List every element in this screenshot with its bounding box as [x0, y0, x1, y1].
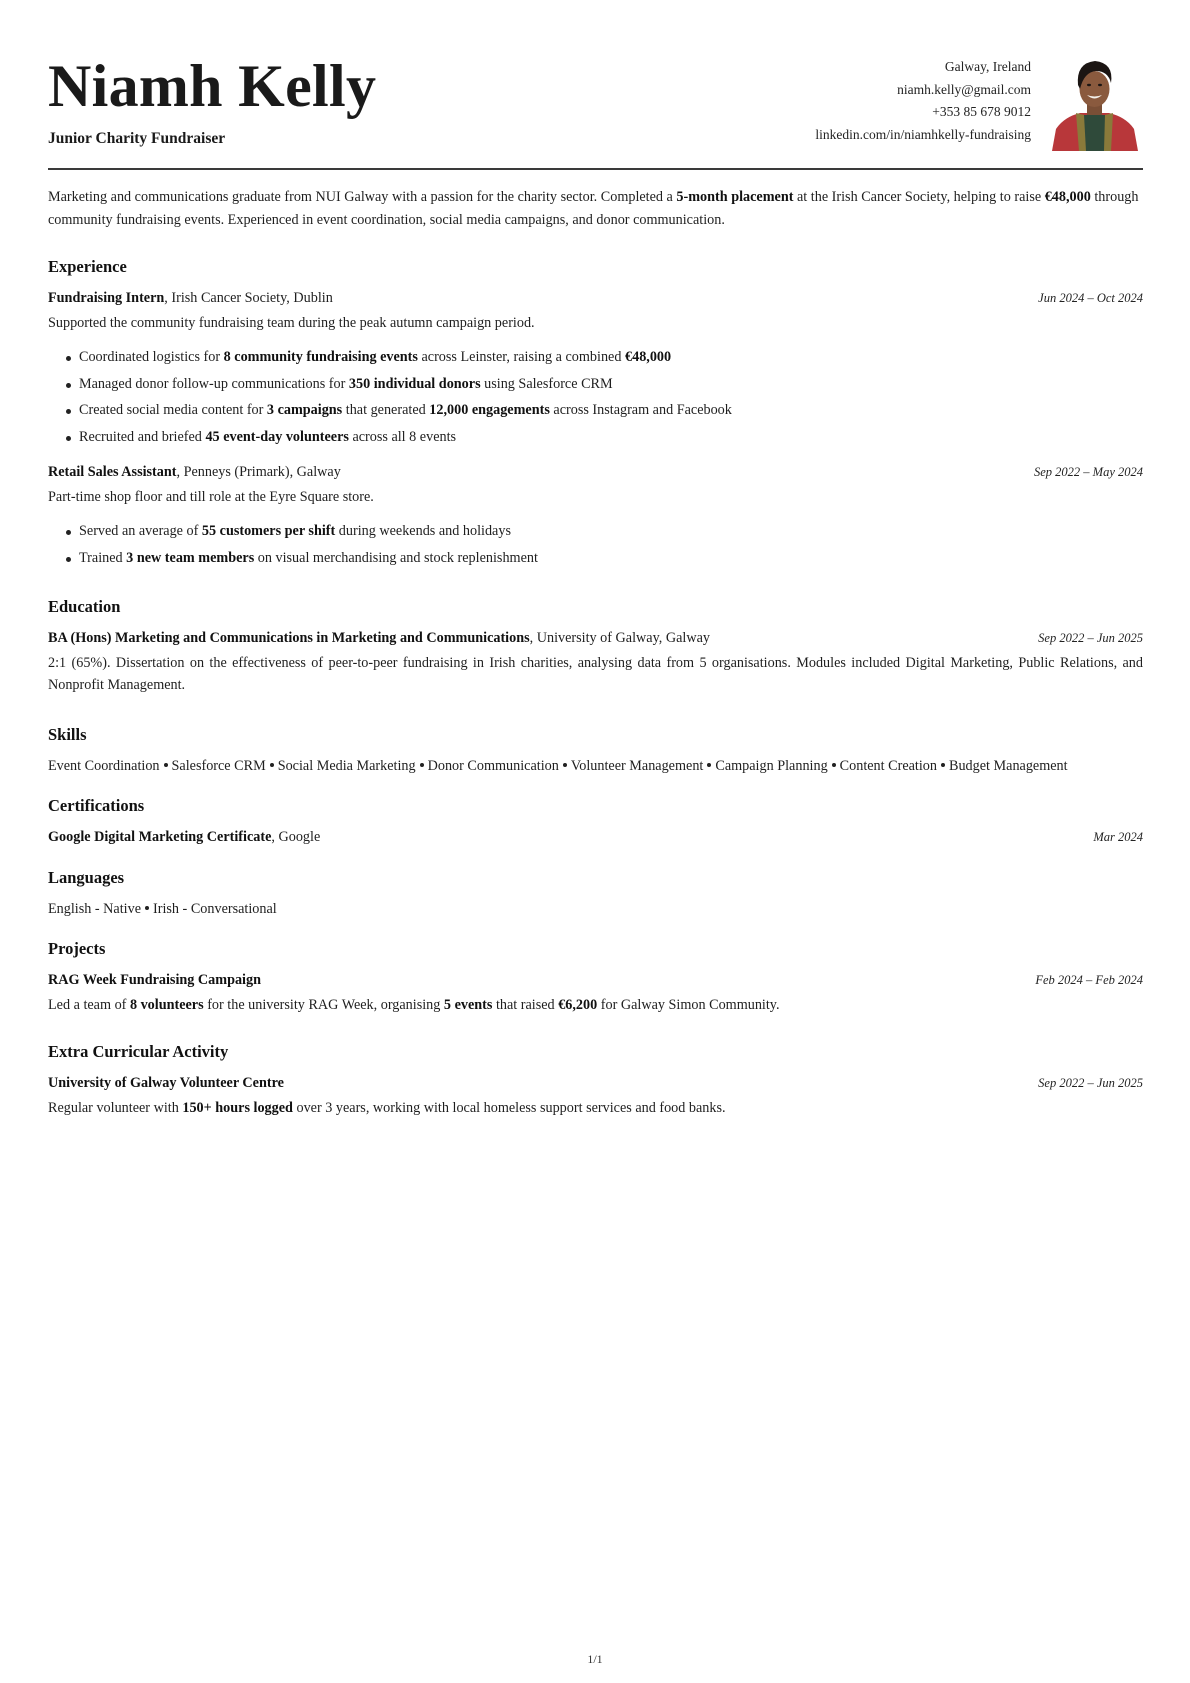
section-education — [48, 596, 1143, 697]
skill-item: Volunteer Management — [570, 757, 704, 774]
page-number: 1/1 — [587, 1652, 603, 1666]
entry-description: Supported the community fundraising team during the peak autumn campaign period. — [48, 314, 535, 331]
bullet-text: using Salesforce CRM — [480, 375, 613, 392]
desc-highlight: 8 volunteers — [129, 996, 204, 1013]
bullet-text: on visual merchandising and stock replenishment — [254, 549, 538, 566]
section-heading-projects: Projects — [48, 939, 106, 958]
summary-highlight: 5-month placement — [676, 189, 794, 205]
section-heading-experience: Experience — [48, 257, 127, 276]
desc-text: over 3 years, working with local homeless support services and food banks. — [292, 1099, 726, 1116]
entry-header — [48, 969, 1143, 992]
contact-email[interactable]: niamh.kelly@gmail.com — [897, 81, 1031, 97]
entry-date: Mar 2024 — [1093, 830, 1143, 844]
bullet-text: Trained — [79, 549, 127, 566]
entry-title — [48, 627, 710, 650]
bullet-text: across Leinster, raising a combined — [417, 349, 625, 365]
certification-entry — [48, 826, 1143, 849]
contact-phone: +353 85 678 9012 — [932, 104, 1031, 120]
bullet-text: during weekends and holidays — [335, 523, 511, 539]
list-item — [48, 371, 1143, 398]
bullet-text: across Instagram and Facebook — [549, 402, 732, 418]
desc-text: that raised — [492, 996, 559, 1013]
bullet-separator-icon — [164, 763, 168, 767]
section-extracurricular — [48, 1041, 1143, 1119]
bullet-text: Recruited and briefed — [79, 428, 206, 445]
bullet-separator-icon — [707, 763, 711, 767]
section-certifications — [48, 795, 1143, 849]
entry-title — [48, 461, 341, 484]
desc-text: Regular volunteer with — [48, 1099, 183, 1116]
bullet-separator-icon — [832, 763, 836, 767]
entry-header — [48, 1072, 1143, 1095]
summary-highlight: €48,000 — [1044, 189, 1091, 205]
bullet-highlight: 350 individual donors — [348, 375, 481, 392]
resume-body — [48, 186, 1143, 1119]
contact-linkedin[interactable]: linkedin.com/in/niamhkelly-fundraising — [815, 126, 1031, 142]
achievement-list — [48, 344, 1143, 450]
experience-entry — [48, 461, 1143, 571]
section-projects — [48, 938, 1143, 1016]
project-name: RAG Week Fundraising Campaign — [48, 972, 261, 988]
resume-header — [48, 50, 1143, 169]
achievement-list — [48, 518, 1143, 571]
professional-summary — [48, 186, 1143, 231]
skills-list — [48, 755, 1143, 778]
language-item: Irish - Conversational — [153, 900, 277, 917]
bullet-separator-icon — [270, 763, 274, 767]
bullet-separator-icon — [941, 763, 945, 767]
bullet-highlight: 3 campaigns — [266, 402, 343, 418]
entry-date: Sep 2022 – May 2024 — [1033, 465, 1143, 479]
section-languages — [48, 867, 1143, 921]
entry-date: Jun 2024 – Oct 2024 — [1038, 291, 1143, 305]
bullet-text: Managed donor follow-up communications for — [79, 375, 349, 392]
project-entry — [48, 969, 1143, 1016]
language-item: English - Native — [48, 900, 141, 917]
bullet-separator-icon — [420, 763, 424, 767]
experience-entry — [48, 287, 1143, 450]
role: Retail Sales Assistant — [48, 464, 177, 480]
list-item — [48, 518, 1143, 545]
bullet-highlight: 45 event-day volunteers — [205, 428, 349, 445]
section-skills — [48, 724, 1143, 778]
list-item — [48, 424, 1143, 451]
summary-text: at the Irish Cancer Society, helping to raise — [793, 189, 1045, 205]
entry-description: 2:1 (65%). Dissertation on the effectiveness of peer-to-peer fundraising in Irish charities, analysing data from 5 organisations. Modules included Digital Marketing, Public Relations, and Nonprofit Management. — [48, 654, 1143, 693]
section-heading-extracurricular: Extra Curricular Activity — [48, 1042, 229, 1061]
languages-list — [48, 898, 1143, 921]
activity-name: University of Galway Volunteer Centre — [48, 1075, 284, 1091]
bullet-text: across all 8 events — [348, 428, 457, 445]
skill-item: Content Creation — [839, 757, 937, 774]
desc-highlight: 150+ hours logged — [182, 1099, 293, 1116]
entry-header — [48, 287, 1143, 310]
desc-highlight: €6,200 — [558, 996, 598, 1013]
activity-entry — [48, 1072, 1143, 1119]
bullet-text: Created social media content for — [79, 402, 267, 418]
header-divider — [48, 168, 1143, 170]
desc-text: for Galway Simon Community. — [597, 996, 780, 1013]
desc-text: Led a team of — [48, 996, 130, 1013]
bullet-separator-icon — [145, 906, 149, 910]
skill-item: Campaign Planning — [715, 757, 828, 774]
degree: BA (Hons) Marketing and Communications in Marketing and Communications — [48, 630, 530, 646]
section-heading-education: Education — [48, 597, 121, 616]
certificate-name: Google Digital Marketing Certificate — [48, 829, 272, 845]
desc-text: for the university RAG Week, organising — [203, 996, 444, 1013]
organization: , Irish Cancer Society, Dublin — [164, 290, 333, 306]
entry-header — [48, 461, 1143, 484]
institution: , University of Galway, Galway — [529, 630, 710, 646]
entry-date: Sep 2022 – Jun 2025 — [1038, 631, 1143, 645]
entry-date: Sep 2022 – Jun 2025 — [1038, 1076, 1143, 1090]
entry-description — [48, 1097, 1143, 1120]
entry-description: Part-time shop floor and till role at the Eyre Square store. — [48, 488, 374, 505]
contact-location: Galway, Ireland — [944, 59, 1031, 74]
entry-title — [48, 826, 320, 849]
section-heading-certifications: Certifications — [48, 796, 145, 815]
job-title: Junior Charity Fundraiser — [48, 130, 226, 147]
bullet-highlight: 3 new team members — [126, 549, 255, 566]
bullet-text: that generated — [342, 402, 430, 418]
contact-info — [815, 56, 1031, 146]
bullet-highlight: 55 customers per shift — [201, 523, 336, 539]
bullet-text: Coordinated logistics for — [79, 349, 224, 365]
list-item — [48, 545, 1143, 572]
bullet-highlight: 12,000 engagements — [429, 402, 550, 418]
section-heading-skills: Skills — [48, 724, 87, 744]
profile-photo — [1046, 55, 1143, 151]
section-experience — [48, 256, 1143, 571]
skill-item: Social Media Marketing — [277, 757, 416, 774]
role: Fundraising Intern — [48, 290, 165, 306]
bullet-separator-icon — [563, 763, 567, 767]
bullet-highlight: 8 community fundraising events — [223, 349, 418, 365]
summary-text: Marketing and communications graduate from NUI Galway with a passion for the charity sector. Completed a — [48, 189, 677, 205]
bullet-text: Served an average of — [79, 523, 202, 539]
entry-description — [48, 994, 1143, 1017]
organization: , Penneys (Primark), Galway — [176, 464, 341, 480]
list-item — [48, 344, 1143, 371]
entry-header — [48, 627, 1143, 650]
desc-highlight: 5 events — [443, 996, 493, 1013]
section-heading-languages: Languages — [48, 867, 125, 887]
skill-item: Donor Communication — [427, 757, 559, 774]
skill-item: Event Coordination — [48, 757, 160, 774]
bullet-highlight: €48,000 — [625, 349, 672, 365]
skill-item: Budget Management — [949, 757, 1068, 774]
candidate-name: Niamh Kelly — [48, 53, 377, 119]
list-item — [48, 397, 1143, 424]
issuer: , Google — [271, 829, 321, 845]
entry-header — [48, 826, 1143, 849]
skill-item: Salesforce CRM — [171, 757, 266, 774]
entry-date: Feb 2024 – Feb 2024 — [1035, 973, 1143, 987]
person-photo-icon — [1046, 55, 1143, 151]
summary-text: through community fundraising events. Experienced in event coordination, social media campaigns, and donor communication. — [48, 189, 1139, 228]
education-entry — [48, 627, 1143, 697]
entry-title — [48, 287, 333, 310]
